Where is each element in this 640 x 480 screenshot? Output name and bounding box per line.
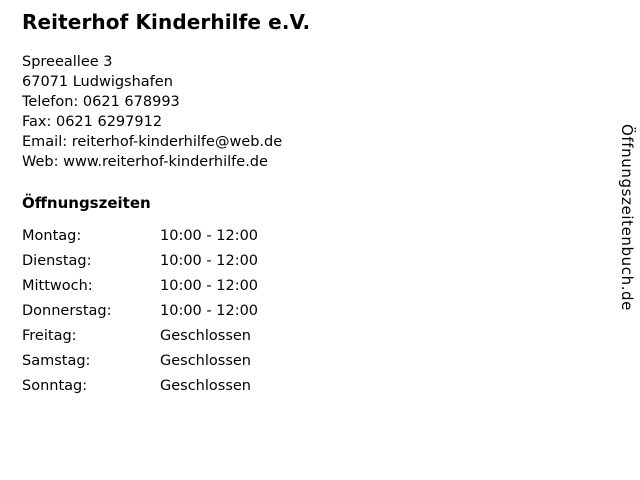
hours-day-label: Samstag: xyxy=(22,353,91,369)
hours-time-value: Geschlossen xyxy=(160,378,251,394)
hours-time-value: 10:00 - 12:00 xyxy=(160,253,259,269)
business-info-block xyxy=(22,10,582,403)
hours-time-value: Geschlossen xyxy=(160,353,251,369)
hours-day-label: Donnerstag: xyxy=(22,303,112,319)
hours-time-value: Geschlossen xyxy=(160,328,251,344)
address-line-web: Web: www.reiterhof-kinderhilfe.de xyxy=(22,154,268,170)
hours-time-value: 10:00 - 12:00 xyxy=(160,278,259,294)
table-row xyxy=(22,328,258,353)
table-row xyxy=(22,303,258,328)
opening-hours-table xyxy=(22,228,258,403)
address-line-phone: Telefon: 0621 678993 xyxy=(22,94,180,110)
hours-day-label: Mittwoch: xyxy=(22,278,93,294)
address-line-city: 67071 Ludwigshafen xyxy=(22,74,173,90)
table-row xyxy=(22,253,258,278)
hours-day-label: Montag: xyxy=(22,228,82,244)
table-row xyxy=(22,278,258,303)
address-line-fax: Fax: 0621 6297912 xyxy=(22,114,163,130)
address-line-email: Email: reiterhof-kinderhilfe@web.de xyxy=(22,134,283,150)
address-line-street: Spreeallee 3 xyxy=(22,54,113,70)
table-row xyxy=(22,353,258,378)
hours-day-label: Freitag: xyxy=(22,328,77,344)
hours-time-value: 10:00 - 12:00 xyxy=(160,228,259,244)
table-row xyxy=(22,228,258,253)
hours-day-label: Sonntag: xyxy=(22,378,88,394)
table-row xyxy=(22,378,258,403)
address-block xyxy=(22,52,582,172)
page-title: Reiterhof Kinderhilfe e.V. xyxy=(22,10,311,34)
watermark-label: Öffnungszeitenbuch.de xyxy=(618,124,636,312)
hours-time-value: 10:00 - 12:00 xyxy=(160,303,259,319)
opening-hours-heading: Öffnungszeiten xyxy=(22,194,151,212)
hours-day-label: Dienstag: xyxy=(22,253,92,269)
